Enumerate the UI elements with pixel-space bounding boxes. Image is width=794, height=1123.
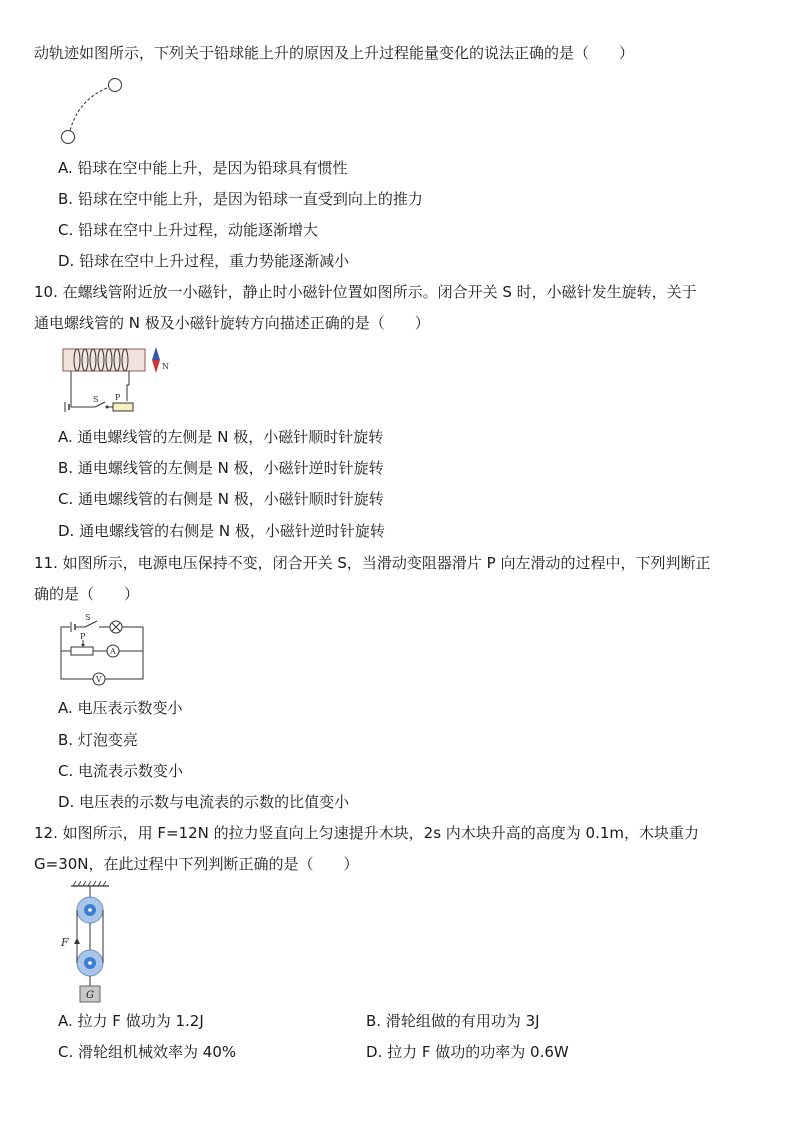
- q11-option-b[interactable]: B. 灯泡变亮: [58, 731, 138, 749]
- q12-stem-line-2: G=30N，在此过程中下列判断正确的是（ ）: [34, 855, 359, 873]
- force-label-f: F: [61, 936, 69, 949]
- switch-label-s: S: [85, 613, 91, 622]
- q9-option-a[interactable]: A. 铅球在空中能上升，是因为铅球具有惯性: [58, 159, 348, 177]
- q12-option-b[interactable]: B. 滑轮组做的有用功为 3J: [366, 1012, 540, 1030]
- q10-stem-line-1: 10. 在螺线管附近放一小磁针，静止时小磁针位置如图所示。闭合开关 S 时，小磁针发生旋转，关于: [34, 283, 697, 301]
- slider-label-p: P: [115, 393, 121, 402]
- rheostat: [71, 647, 93, 655]
- q12-pulley-figure: [55, 880, 125, 1008]
- shot-ball-top: [109, 79, 122, 92]
- switch-label-s: S: [93, 395, 99, 404]
- q9-option-d[interactable]: D. 铅球在空中上升过程，重力势能逐渐减小: [58, 252, 350, 270]
- magnetic-needle-south: [152, 360, 160, 373]
- q11-stem-line-2: 确的是（ ）: [34, 585, 140, 603]
- weight-label-g: G: [86, 990, 94, 1001]
- q12-option-d[interactable]: D. 拉力 F 做功的功率为 0.6W: [366, 1043, 569, 1061]
- q11-option-a[interactable]: A. 电压表示数变小: [58, 699, 183, 717]
- q9-option-c[interactable]: C. 铅球在空中上升过程，动能逐渐增大: [58, 221, 319, 239]
- voltmeter-label-v: V: [96, 675, 102, 684]
- magnetic-needle-north: [152, 347, 160, 360]
- q11-stem-line-1: 11. 如图所示，电源电压保持不变，闭合开关 S，当滑动变阻器滑片 P 向左滑动的过程中，下列判断正: [34, 554, 711, 572]
- q12-stem-line-1: 12. 如图所示，用 F=12N 的拉力竖直向上匀速提升木块，2s 内木块升高的高度为 0.1m，木块重力: [34, 824, 700, 842]
- needle-label-n: N: [162, 362, 169, 371]
- slider-label-p: P: [80, 632, 86, 641]
- q9-stem-line: 动轨迹如图所示，下列关于铅球能上升的原因及上升过程能量变化的说法正确的是（ ）: [34, 44, 635, 62]
- q9-trajectory-figure: [55, 75, 135, 150]
- q10-option-b[interactable]: B. 通电螺线管的左侧是 N 极，小磁针逆时针旋转: [58, 459, 384, 477]
- q10-option-d[interactable]: D. 通电螺线管的右侧是 N 极，小磁针逆时针旋转: [58, 522, 385, 540]
- rheostat: [113, 403, 133, 411]
- q10-stem-line-2: 通电螺线管的 N 极及小磁针旋转方向描述正确的是（ ）: [34, 314, 430, 332]
- q9-option-b[interactable]: B. 铅球在空中能上升，是因为铅球一直受到向上的推力: [58, 190, 423, 208]
- q10-option-c[interactable]: C. 通电螺线管的右侧是 N 极，小磁针顺时针旋转: [58, 490, 384, 508]
- q12-option-c[interactable]: C. 滑轮组机械效率为 40%: [58, 1043, 237, 1061]
- ammeter-label-a: A: [110, 647, 116, 656]
- q11-option-c[interactable]: C. 电流表示数变小: [58, 762, 184, 780]
- q10-solenoid-figure: [55, 345, 185, 415]
- shot-ball-start: [62, 131, 75, 144]
- q12-option-a[interactable]: A. 拉力 F 做功为 1.2J: [58, 1012, 204, 1030]
- q10-option-a[interactable]: A. 通电螺线管的左侧是 N 极，小磁针顺时针旋转: [58, 428, 384, 446]
- q11-option-d[interactable]: D. 电压表的示数与电流表的示数的比值变小: [58, 793, 350, 811]
- q11-circuit-figure: [55, 613, 155, 691]
